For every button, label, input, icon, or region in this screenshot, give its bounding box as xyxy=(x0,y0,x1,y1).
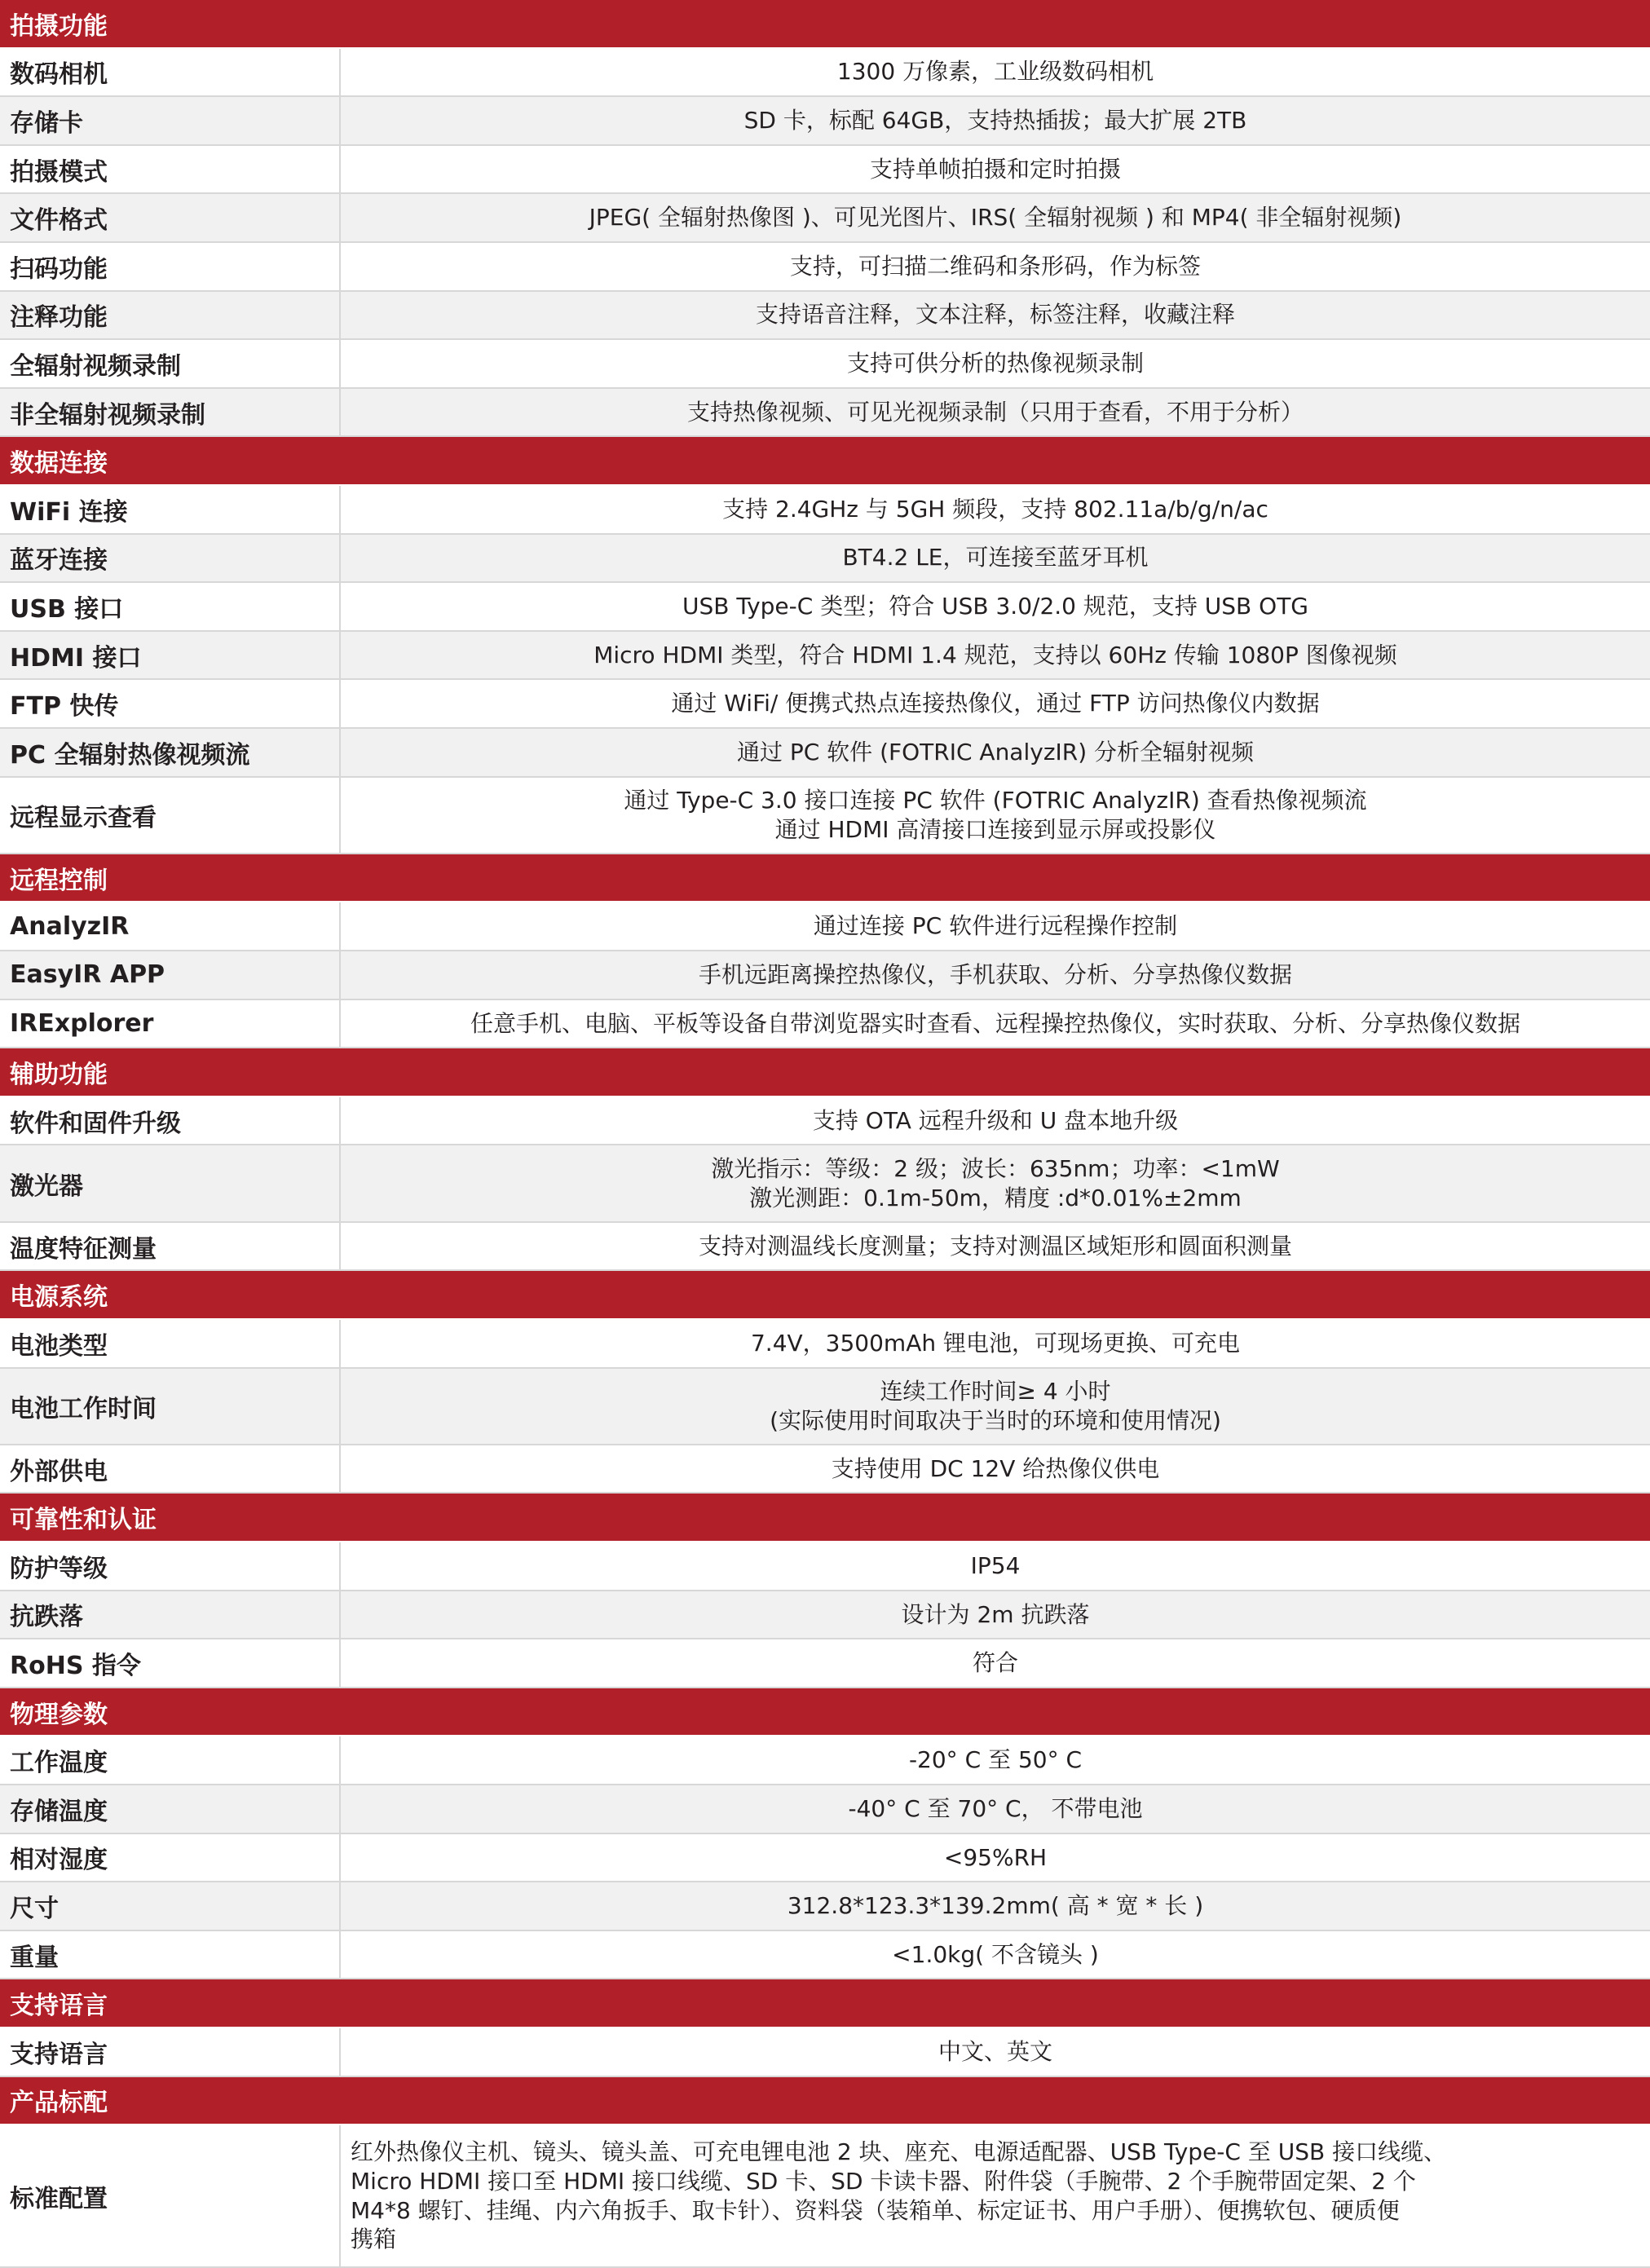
section-header: 支持语言 xyxy=(0,1979,1650,2028)
spec-value xyxy=(341,1445,1650,1493)
spec-value xyxy=(341,340,1650,387)
spec-value-line: 支持热像视频、可见光视频录制（只用于查看，不用于分析） xyxy=(686,398,1304,426)
spec-value-line: 支持语音注释，文本注释，标签注释，收藏注释 xyxy=(755,301,1235,329)
spec-row xyxy=(0,680,1650,729)
spec-label: 标准配置 xyxy=(0,2125,341,2266)
spec-row xyxy=(0,243,1650,292)
spec-row xyxy=(0,1223,1650,1272)
spec-value xyxy=(341,1097,1650,1145)
spec-value xyxy=(341,951,1650,999)
spec-label: 尺寸 xyxy=(0,1882,341,1930)
spec-label: 文件格式 xyxy=(0,194,341,241)
spec-row xyxy=(0,729,1650,778)
spec-value-line: 7.4V，3500mAh 锂电池，可现场更换、可充电 xyxy=(750,1329,1241,1357)
spec-value xyxy=(341,292,1650,339)
spec-value xyxy=(341,2125,1650,2266)
spec-value-line: Micro HDMI 接口至 HDMI 接口线缆、SD 卡、SD 卡读卡器、附件袋（手腕带、2 个手腕带固定架、2 个 xyxy=(351,2167,1416,2195)
spec-value xyxy=(341,1542,1650,1590)
spec-row xyxy=(0,1320,1650,1369)
spec-label: 防护等级 xyxy=(0,1542,341,1590)
spec-row xyxy=(0,340,1650,389)
spec-row xyxy=(0,1097,1650,1146)
spec-label: AnalyzIR xyxy=(0,902,341,950)
spec-value xyxy=(341,1369,1650,1444)
spec-value xyxy=(341,146,1650,193)
spec-row xyxy=(0,292,1650,341)
spec-value-line: Micro HDMI 类型，符合 HDMI 1.4 规范，支持以 60Hz 传输 1080P 图像视频 xyxy=(593,641,1397,668)
spec-row xyxy=(0,2028,1650,2077)
spec-value-line: 通过 WiFi/ 便携式热点连接热像仪，通过 FTP 访问热像仪内数据 xyxy=(671,690,1320,717)
spec-label: 非全辐射视频录制 xyxy=(0,389,341,436)
spec-label: EasyIR APP xyxy=(0,951,341,999)
spec-value-line: 连续工作时间≥ 4 小时 xyxy=(880,1377,1111,1405)
spec-row xyxy=(0,951,1650,1000)
spec-value xyxy=(341,97,1650,144)
spec-value-line: 手机远距离操控热像仪，手机获取、分析、分享热像仪数据 xyxy=(698,960,1292,988)
spec-label: 温度特征测量 xyxy=(0,1223,341,1270)
spec-value-line: USB Type-C 类型；符合 USB 3.0/2.0 规范，支持 USB OTG xyxy=(682,593,1309,620)
section-header: 电源系统 xyxy=(0,1271,1650,1320)
spec-value-line: SD 卡，标配 64GB，支持热插拔；最大扩展 2TB xyxy=(743,107,1247,135)
spec-value-line: 通过连接 PC 软件进行远程操作控制 xyxy=(813,912,1178,940)
spec-row xyxy=(0,583,1650,632)
spec-value-line: (实际使用时间取决于当时的环境和使用情况) xyxy=(770,1406,1221,1434)
spec-value xyxy=(341,194,1650,241)
spec-value xyxy=(341,1736,1650,1784)
spec-label: RoHS 指令 xyxy=(0,1639,341,1687)
spec-value-line: 支持 OTA 远程升级和 U 盘本地升级 xyxy=(812,1106,1179,1134)
section-header: 产品标配 xyxy=(0,2077,1650,2126)
section-header: 拍摄功能 xyxy=(0,0,1650,49)
spec-label: WiFi 连接 xyxy=(0,486,341,533)
section-header: 辅助功能 xyxy=(0,1048,1650,1097)
spec-row xyxy=(0,389,1650,438)
section-header: 物理参数 xyxy=(0,1688,1650,1737)
spec-row xyxy=(0,1542,1650,1591)
spec-value-line: 任意手机、电脑、平板等设备自带浏览器实时查看、远程操控热像仪，实时获取、分析、分享热像仪数据 xyxy=(470,1009,1520,1037)
spec-value-line: 红外热像仪主机、镜头、镜头盖、可充电锂电池 2 块、座充、电源适配器、USB Type-C 至 USB 接口线缆、 xyxy=(351,2138,1447,2165)
spec-row xyxy=(0,902,1650,951)
spec-value-line: -20° C 至 50° C xyxy=(908,1746,1083,1774)
spec-label: 数码相机 xyxy=(0,49,341,96)
spec-row xyxy=(0,1000,1650,1049)
spec-label: 电池类型 xyxy=(0,1320,341,1367)
spec-label: 拍摄模式 xyxy=(0,146,341,193)
spec-value xyxy=(341,680,1650,727)
spec-value xyxy=(341,1639,1650,1687)
spec-label: FTP 快传 xyxy=(0,680,341,727)
spec-value-line: 设计为 2m 抗跌落 xyxy=(901,1600,1090,1628)
spec-label: USB 接口 xyxy=(0,583,341,630)
spec-row xyxy=(0,194,1650,243)
spec-value-line: 312.8*123.3*139.2mm( 高 * 宽 * 长 ) xyxy=(787,1892,1204,1920)
section-header: 可靠性和认证 xyxy=(0,1494,1650,1542)
spec-row xyxy=(0,1145,1650,1222)
spec-value-line: 通过 Type-C 3.0 接口连接 PC 软件 (FOTRIC AnalyzIR) 查看热像视频流 xyxy=(624,786,1367,814)
spec-label: 激光器 xyxy=(0,1145,341,1220)
spec-row xyxy=(0,1834,1650,1883)
spec-label: PC 全辐射热像视频流 xyxy=(0,729,341,776)
spec-label: 支持语言 xyxy=(0,2028,341,2076)
spec-value-line: <95%RH xyxy=(943,1843,1048,1871)
spec-row xyxy=(0,1445,1650,1494)
spec-label: 扫码功能 xyxy=(0,243,341,290)
spec-label: 远程显示查看 xyxy=(0,778,341,853)
spec-value-line: 支持对测温线长度测量；支持对测温区域矩形和圆面积测量 xyxy=(698,1232,1292,1260)
spec-label: 软件和固件升级 xyxy=(0,1097,341,1145)
spec-value xyxy=(341,389,1650,436)
spec-value xyxy=(341,1785,1650,1833)
spec-value xyxy=(341,1882,1650,1930)
spec-row xyxy=(0,1736,1650,1785)
spec-label: 相对湿度 xyxy=(0,1834,341,1882)
spec-row xyxy=(0,632,1650,681)
spec-value-line: 携箱 xyxy=(351,2226,397,2253)
spec-row xyxy=(0,535,1650,584)
spec-label: 注释功能 xyxy=(0,292,341,339)
spec-row xyxy=(0,49,1650,98)
spec-value xyxy=(341,583,1650,630)
spec-row xyxy=(0,1369,1650,1445)
spec-value-line: <1.0kg( 不含镜头 ) xyxy=(892,1940,1099,1968)
spec-value-line: M4*8 螺钉、挂绳、内六角扳手、取卡针）、资料袋（装箱单、标定证书、用户手册）、便携软包、硬质便 xyxy=(351,2196,1400,2224)
spec-value xyxy=(341,1931,1650,1979)
spec-value xyxy=(341,243,1650,290)
spec-label: 存储卡 xyxy=(0,97,341,144)
spec-value xyxy=(341,486,1650,533)
spec-value-line: BT4.2 LE，可连接至蓝牙耳机 xyxy=(842,544,1149,571)
spec-value-line: 支持可供分析的热像视频录制 xyxy=(846,350,1144,377)
spec-value-line: 中文、英文 xyxy=(938,2037,1052,2065)
spec-label: HDMI 接口 xyxy=(0,632,341,679)
spec-value xyxy=(341,1000,1650,1048)
spec-value xyxy=(341,729,1650,776)
spec-value xyxy=(341,902,1650,950)
spec-value-line: JPEG( 全辐射热像图 )、可见光图片、IRS( 全辐射视频 ) 和 MP4( 非全辐射视频) xyxy=(589,204,1402,232)
spec-value xyxy=(341,778,1650,853)
spec-value-line: 支持单帧拍摄和定时拍摄 xyxy=(869,155,1121,183)
spec-row xyxy=(0,1785,1650,1834)
spec-value xyxy=(341,49,1650,96)
spec-label: 重量 xyxy=(0,1931,341,1979)
spec-label: IRExplorer xyxy=(0,1000,341,1048)
spec-label: 全辐射视频录制 xyxy=(0,340,341,387)
spec-row xyxy=(0,778,1650,854)
spec-row xyxy=(0,146,1650,195)
spec-value xyxy=(341,1320,1650,1367)
spec-value xyxy=(341,2028,1650,2076)
spec-row xyxy=(0,1639,1650,1688)
spec-value xyxy=(341,1145,1650,1220)
spec-value-line: 支持使用 DC 12V 给热像仪供电 xyxy=(831,1454,1160,1482)
spec-row xyxy=(0,1931,1650,1980)
spec-value-line: 支持，可扫描二维码和条形码，作为标签 xyxy=(789,252,1201,280)
spec-row xyxy=(0,2125,1650,2268)
spec-row xyxy=(0,97,1650,146)
spec-value-line: 激光测距：0.1m-50m，精度 :d*0.01%±2mm xyxy=(749,1184,1242,1211)
spec-value-line: 符合 xyxy=(972,1649,1018,1677)
spec-value xyxy=(341,1591,1650,1639)
spec-value-line: -40° C 至 70° C， 不带电池 xyxy=(848,1794,1143,1822)
spec-value-line: 激光指示：等级：2 级；波长：635nm；功率：<1mW xyxy=(711,1154,1280,1182)
spec-row xyxy=(0,1591,1650,1640)
spec-value xyxy=(341,632,1650,679)
spec-value-line: 通过 PC 软件 (FOTRIC AnalyzIR) 分析全辐射视频 xyxy=(736,738,1255,766)
spec-value xyxy=(341,1223,1650,1270)
spec-value-line: IP54 xyxy=(970,1551,1021,1579)
spec-label: 抗跌落 xyxy=(0,1591,341,1639)
spec-value-line: 通过 HDMI 高清接口连接到显示屏或投影仪 xyxy=(774,815,1216,843)
spec-value xyxy=(341,1834,1650,1882)
spec-value-line: 支持 2.4GHz 与 5GH 频段，支持 802.11a/b/g/n/ac xyxy=(722,495,1268,523)
spec-value-line: 1300 万像素，工业级数码相机 xyxy=(836,58,1154,86)
spec-label: 蓝牙连接 xyxy=(0,535,341,582)
spec-row xyxy=(0,1882,1650,1931)
spec-label: 电池工作时间 xyxy=(0,1369,341,1444)
spec-label: 存储温度 xyxy=(0,1785,341,1833)
spec-value xyxy=(341,535,1650,582)
spec-label: 外部供电 xyxy=(0,1445,341,1493)
section-header: 数据连接 xyxy=(0,437,1650,486)
spec-row xyxy=(0,486,1650,535)
section-header: 远程控制 xyxy=(0,854,1650,903)
spec-label: 工作温度 xyxy=(0,1736,341,1784)
